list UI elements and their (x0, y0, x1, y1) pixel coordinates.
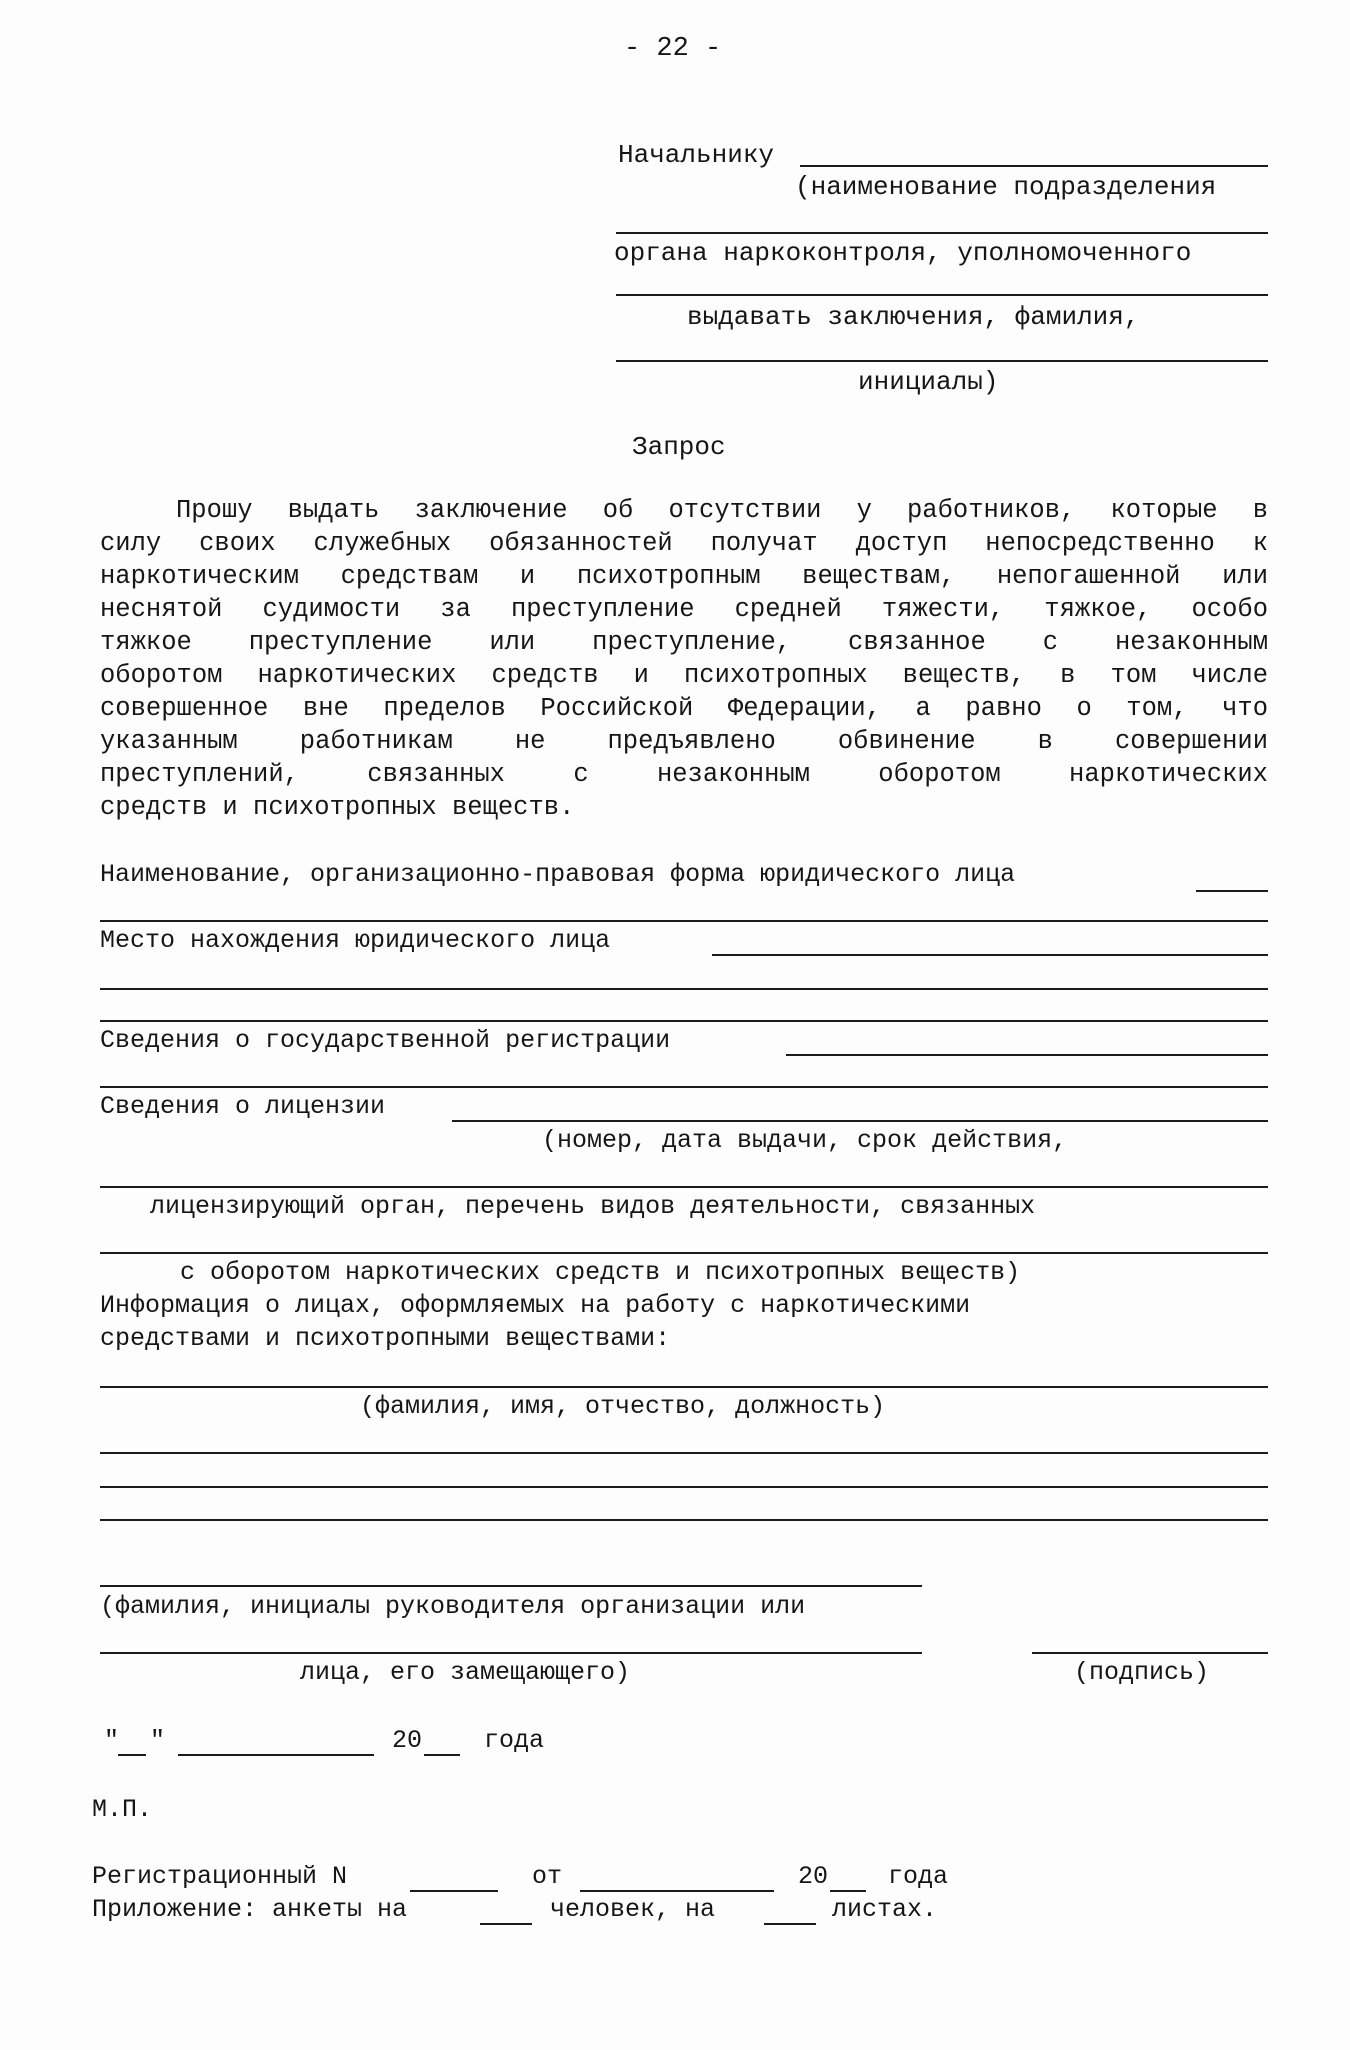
persons-line-d[interactable] (100, 1519, 1268, 1521)
org-name-label: Наименование, организационно-правовая форма юридического лица (100, 860, 1016, 889)
persons-line-2: средствами и психотропными веществами: (100, 1324, 671, 1353)
location-label: Место нахождения юридического лица (100, 926, 611, 955)
body-line-8: указанным работникам не предъявлено обвинение в совершении (100, 727, 1268, 756)
addressee-line-1 (800, 165, 1268, 167)
attachment-label: Приложение: анкеты на (92, 1895, 408, 1924)
date-year-suffix: года (484, 1726, 545, 1755)
license-caption-3: с оборотом наркотических средств и психотропных веществ) (180, 1258, 1021, 1287)
attachment-sheets-label: листах. (832, 1895, 938, 1924)
reg-from-label: от (532, 1862, 563, 1891)
date-month-line[interactable] (178, 1754, 374, 1756)
location-line-3[interactable] (100, 1020, 1268, 1022)
date-year-prefix: 20 (392, 1726, 423, 1755)
addressee-caption-1: (наименование подразделения (795, 172, 1217, 202)
stamp-place: М.П. (92, 1795, 153, 1824)
addressee-line-4 (616, 360, 1268, 362)
reg-date-line[interactable] (580, 1890, 774, 1892)
registration-line-1[interactable] (786, 1054, 1268, 1056)
body-line-6: оборотом наркотических средств и психотропных веществ, в том числе (100, 661, 1268, 690)
persons-line-1: Информация о лицах, оформляемых на работу с наркотическими (100, 1291, 971, 1320)
addressee-caption-3: выдавать заключения, фамилия, (687, 302, 1140, 332)
body-line-10: средств и психотропных веществ. (100, 793, 575, 822)
addressee-line-3 (616, 294, 1268, 296)
signature-caption: (подпись) (1074, 1658, 1210, 1687)
head-name-line-1[interactable] (100, 1585, 922, 1587)
body-line-2: силу своих служебных обязанностей получат доступ непосредственно к (100, 529, 1268, 558)
addressee-caption-2: органа наркоконтроля, уполномоченного (614, 238, 1192, 268)
addressee-label: Начальнику (618, 140, 775, 170)
date-day-line[interactable] (118, 1754, 146, 1756)
reg-number-line[interactable] (410, 1890, 498, 1892)
license-label: Сведения о лицензии (100, 1092, 386, 1121)
body-line-7: совершенное вне пределов Российской Федерации, а равно о том, что (100, 694, 1268, 723)
signature-line[interactable] (1032, 1652, 1268, 1654)
body-line-1: Прошу выдать заключение об отсутствии у работников, которые в (176, 496, 1268, 525)
license-line-2[interactable] (100, 1186, 1268, 1188)
head-caption-2: лица, его замещающего) (300, 1658, 631, 1687)
reg-year-suffix: года (888, 1862, 949, 1891)
license-line-1[interactable] (452, 1120, 1268, 1122)
body-line-9: преступлений, связанных с незаконным оборотом наркотических (100, 760, 1268, 789)
org-name-line-2[interactable] (100, 920, 1268, 922)
head-name-line-2[interactable] (100, 1652, 922, 1654)
registration-label: Сведения о государственной регистрации (100, 1026, 671, 1055)
body-line-3: наркотическим средствам и психотропным веществам, непогашенной или (100, 562, 1268, 591)
license-line-3[interactable] (100, 1252, 1268, 1254)
reg-year-line[interactable] (830, 1890, 866, 1892)
persons-caption: (фамилия, имя, отчество, должность) (360, 1392, 886, 1421)
attachment-sheets-line[interactable] (764, 1923, 816, 1925)
persons-line-b[interactable] (100, 1452, 1268, 1454)
reg-year-prefix: 20 (798, 1862, 829, 1891)
attachment-people-label: человек, на (550, 1895, 716, 1924)
addressee-line-2 (616, 232, 1268, 234)
page-number: - 22 - (624, 34, 722, 64)
date-year-line[interactable] (424, 1754, 460, 1756)
body-line-4: неснятой судимости за преступление средней тяжести, тяжкое, особо (100, 595, 1268, 624)
date-quote-open: " (104, 1726, 120, 1755)
date-quote-close: " (150, 1726, 166, 1755)
persons-line-c[interactable] (100, 1486, 1268, 1488)
location-line-1[interactable] (712, 954, 1268, 956)
license-caption-2: лицензирующий орган, перечень видов деятельности, связанных (150, 1192, 1036, 1221)
registration-line-2[interactable] (100, 1086, 1268, 1088)
org-name-line-1[interactable] (1196, 890, 1268, 892)
document-title: Запрос (632, 432, 726, 462)
reg-number-label: Регистрационный N (92, 1862, 348, 1891)
license-caption-1: (номер, дата выдачи, срок действия, (542, 1126, 1068, 1155)
attachment-count-line[interactable] (480, 1923, 532, 1925)
head-caption-1: (фамилия, инициалы руководителя организации или (100, 1592, 806, 1621)
persons-line-a[interactable] (100, 1386, 1268, 1388)
body-line-5: тяжкое преступление или преступление, связанное с незаконным (100, 628, 1268, 657)
addressee-caption-4: инициалы) (858, 367, 999, 397)
location-line-2[interactable] (100, 988, 1268, 990)
